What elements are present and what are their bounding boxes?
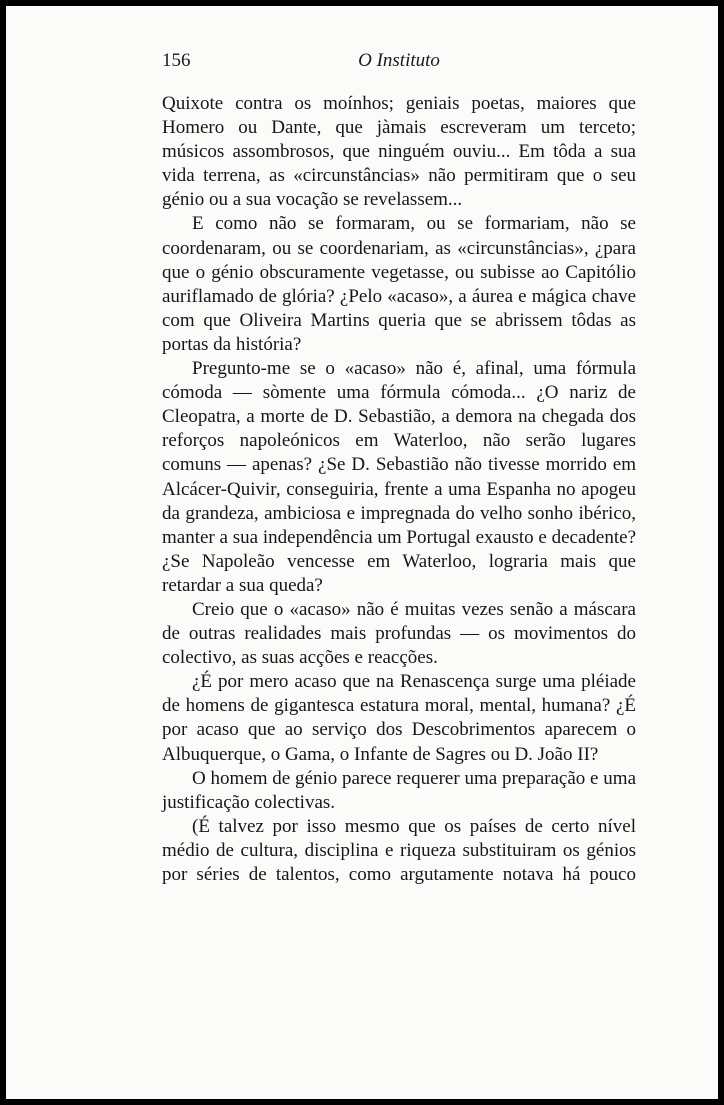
- running-title: O Instituto: [358, 50, 440, 71]
- page-header: [162, 50, 636, 76]
- book-page: [6, 6, 718, 1099]
- page-number: 156: [162, 50, 191, 71]
- paragraph: Quixote contra os moínhos; geniais poetas, maiores que Homero ou Dante, que jàmais escreveram um terceto; músicos assombrosos, que ninguém ouviu... Em tôda a sua vida terrena, as «circunstâncias» não permitiram que o seu génio ou a sua vocação se revelassem...: [162, 93, 636, 211]
- body-text: [162, 92, 636, 887]
- paragraph: ¿É por mero acaso que na Renascença surge uma pléiade de homens de gigantesca estatura moral, mental, humana? ¿É por acaso que ao serviço dos Descobrimentos aparecem o Albuquerque, o Gama, o Infante de Sagres ou D. João II?: [162, 671, 636, 765]
- paragraph: O homem de génio parece requerer uma preparação e uma justificação colectivas.: [162, 767, 636, 813]
- paragraph: Pregunto-me se o «acaso» não é, afinal, uma fórmula cómoda — sòmente uma fórmula cómoda... ¿O nariz de Cleopatra, a morte de D. Sebastião, a demora na chegada dos reforços napoleónicos em Waterloo, não serão lugares comuns — apenas? ¿Se D. Sebastião não tivesse morrido em Alcácer-Quivir, conseguiria, frente a uma Espanha no apogeu da grandeza, ambiciosa e impregnada do velho sonho ibérico, manter a sua independência um Portugal exausto e decadente? ¿Se Napoleão vencesse em Waterloo, lograria mais que retardar a sua queda?: [162, 358, 636, 596]
- paragraph: E como não se formaram, ou se formariam, não se coordenaram, ou se coordenariam, as «circunstâncias», ¿para que o génio obscuramente vegetasse, ou subisse ao Capitólio auriflamado de glória? ¿Pelo «acaso», a áurea e mágica chave com que Oliveira Martins queria que se abrissem tôdas as portas da história?: [162, 213, 636, 355]
- paragraph: (É talvez por isso mesmo que os países de certo nível médio de cultura, disciplina e riqueza substituiram os génios por séries de talentos, como argutamente notava há pouco: [162, 815, 636, 885]
- paragraph: Creio que o «acaso» não é muitas vezes senão a máscara de outras realidades mais profundas — os movimentos do colectivo, as suas acções e reacções.: [162, 598, 636, 669]
